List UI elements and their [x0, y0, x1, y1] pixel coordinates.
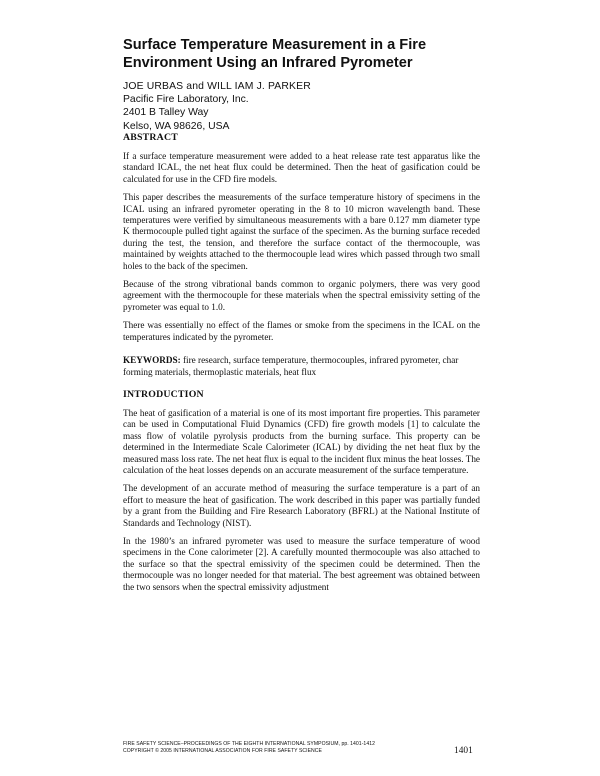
author-street: 2401 B Talley Way: [123, 107, 209, 119]
introduction-paragraph: The heat of gasification of a material is one of its most important fire properties. This parameter can be used in Computational Fluid Dynamics (CFD) fire growth models [1] to calculate the mass flow of volatile pyrolysis products from the burning surface. This property can be determined in the Intermediate Scale Calorimeter (ICAL) by dividing the net heat flux by the measured mass loss rate. The net heat flux is equal to the incident flux minus the heat losses. The calculation of the heat losses depends on an accurate measurement of the surface temperature.: [123, 407, 480, 475]
keywords-text: fire research, surface temperature, thermocouples, infrared pyrometer, char forming materials, thermoplastic materials, heat flux: [123, 355, 459, 377]
abstract-paragraph: If a surface temperature measurement were added to a heat release rate test apparatus like the standard ICAL, the net heat flux could be determined. Then the heat of gasification could be calculated for use in the CFD fire models.: [123, 151, 480, 184]
abstract-paragraph: There was essentially no effect of the flames or smoke from the specimens in the ICAL on the temperatures indicated by the pyrometer.: [123, 320, 480, 342]
abstract-paragraph: Because of the strong vibrational bands common to organic polymers, there was very good agreement with the thermocouple for these materials when the spectral emissivity setting of the pyrometer was equal to 1.0.: [123, 279, 480, 312]
abstract-paragraph: This paper describes the measurements of the surface temperature history of specimens in the ICAL using an infrared pyrometer operating in the 8 to 10 micron wavelength band. These temperatures were verified by simultaneous measurements with a bare 0.127 mm diameter type K thermocouple pulled tight against the surface of the specimen. As the burning surface receded during the test, the tension, and therefore the surface contact of the thermocouple, was maintained by weights attached to the thermocouple lead wires which passed through two small holes to the back of the specimen.: [123, 192, 480, 271]
footer-proceedings: FIRE SAFETY SCIENCE–PROCEEDINGS OF THE EIGHTH INTERNATIONAL SYMPOSIUM, pp. 1401-1412: [123, 741, 375, 747]
footer-copyright: COPYRIGHT © 2005 INTERNATIONAL ASSOCIATION FOR FIRE SAFETY SCIENCE: [123, 748, 322, 755]
author-names: JOE URBAS and WILL IAM J. PARKER: [123, 81, 311, 92]
abstract-heading: ABSTRACT: [123, 132, 178, 143]
introduction-paragraph: The development of an accurate method of measuring the surface temperature is a part of an effort to measure the heat of gasification. The work described in this paper was partially funded by a grant from the Building and Fire Research Laboratory (BFRL) at the National Institute of Standards and Technology (NIST).: [123, 483, 480, 528]
paper-title: [123, 36, 503, 72]
page-number: 1401: [454, 746, 473, 756]
introduction-section: [123, 389, 480, 593]
keywords-label: KEYWORDS:: [123, 355, 181, 366]
author-block: [123, 80, 483, 133]
author-affiliation: Pacific Fire Laboratory, Inc.: [123, 94, 249, 106]
abstract-section: [123, 132, 480, 343]
author-city: Kelso, WA 98626, USA: [123, 120, 230, 132]
introduction-paragraph: In the 1980’s an infrared pyrometer was used to measure the surface temperature of wood specimens in the Cone calorimeter [2]. A carefully mounted thermocouple was also attached to the surface so that the spectral emissivity of the specimen could be determined. Then the thermocouple was no longer needed for that material. The best agreement was obtained between the two sensors when the spectral emissivity adjustment: [123, 535, 480, 592]
keywords: [123, 355, 480, 378]
introduction-heading: INTRODUCTION: [123, 388, 204, 400]
title-line-1: Surface Temperature Measurement in a Fire: [123, 37, 427, 53]
page-footer: [123, 741, 480, 756]
title-line-2: Environment Using an Infrared Pyrometer: [123, 55, 413, 71]
paper-body: [123, 132, 480, 593]
